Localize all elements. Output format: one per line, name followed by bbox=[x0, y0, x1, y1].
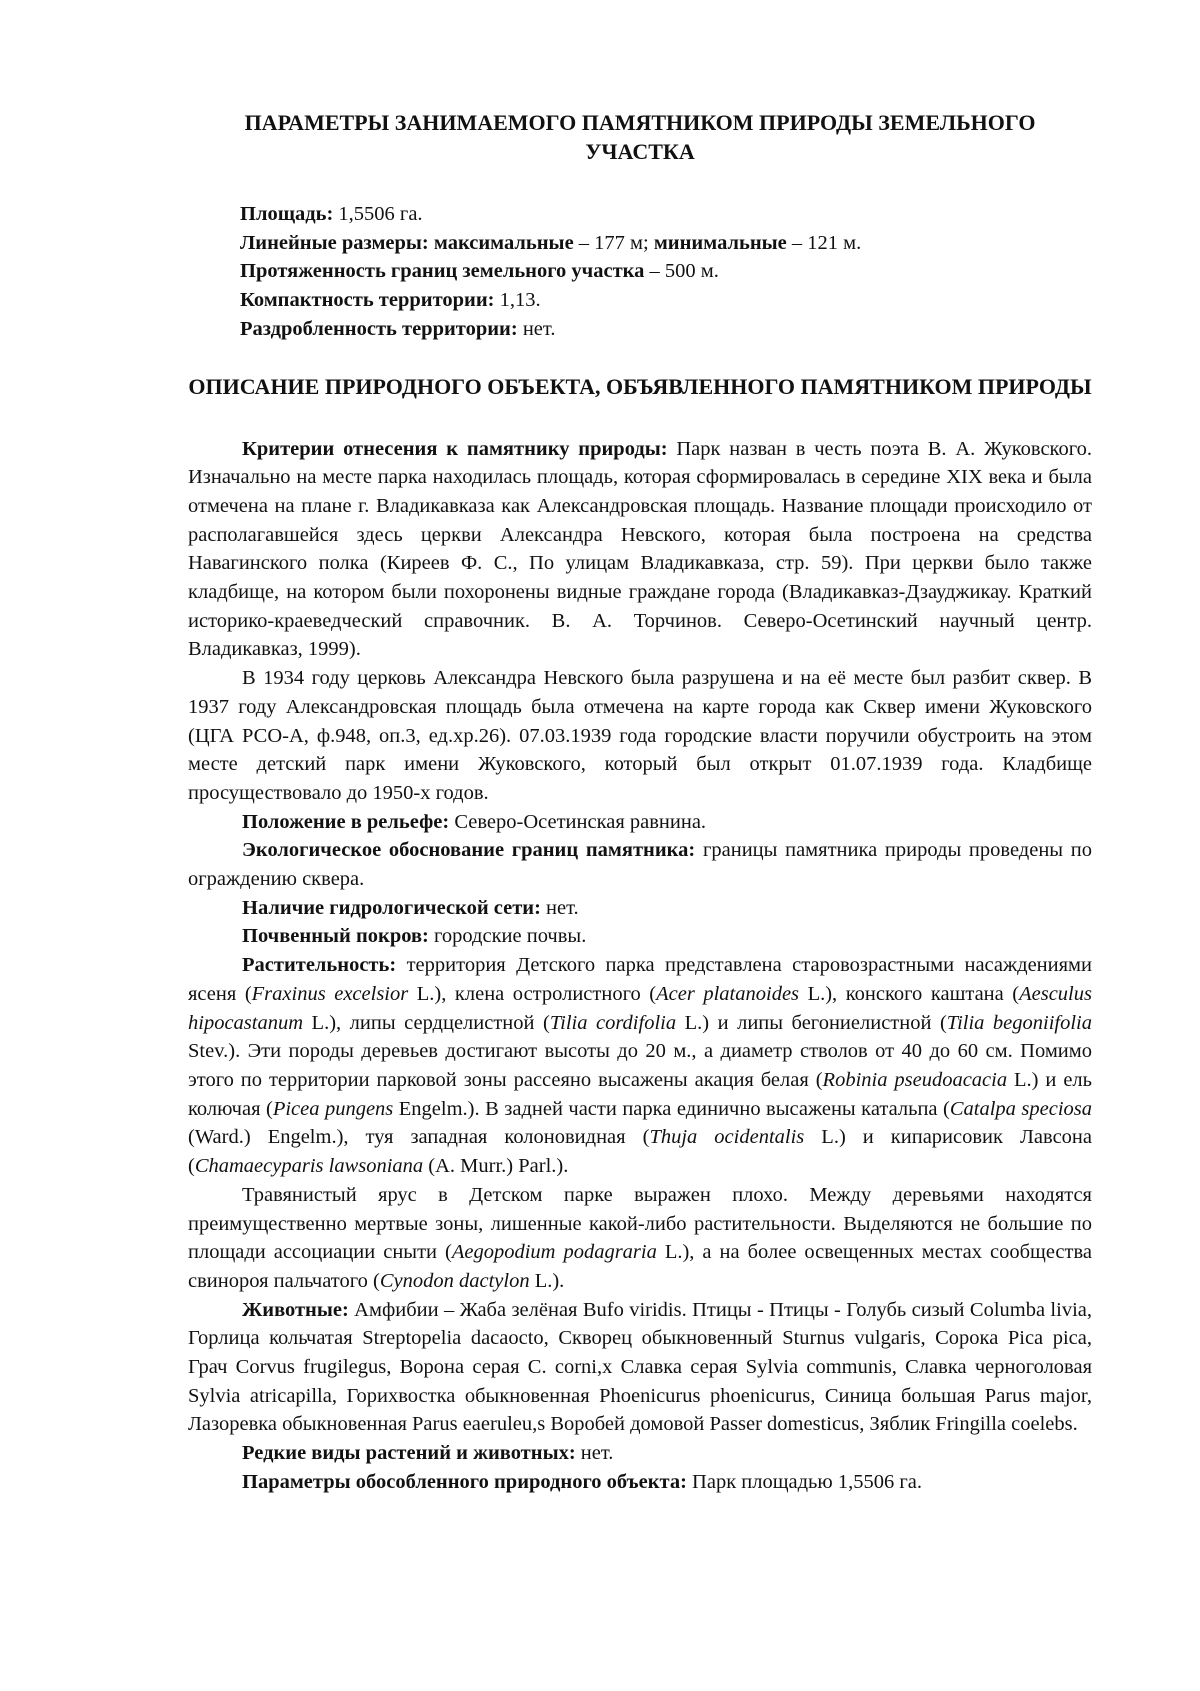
ecology-text: границы памятника природы проведены по ограждению сквера. bbox=[188, 839, 1092, 891]
vegetation-text: (A. Murr.) Parl.). bbox=[423, 1155, 569, 1178]
param-linear bbox=[188, 229, 1092, 258]
param-fragmentation-label: Раздробленность территории: bbox=[240, 317, 518, 340]
param-linear-min-label: минимальные bbox=[653, 231, 787, 254]
ecology-label: Экологическое обоснование границ памятника: bbox=[242, 839, 696, 862]
species-name: Aegopodium podagraria bbox=[451, 1241, 657, 1264]
species-name: Tilia cordifolia bbox=[549, 1011, 677, 1034]
species-name: Chamaecyparis lawsoniana bbox=[194, 1155, 424, 1178]
vegetation-text: L.) и липы бегониелистной ( bbox=[676, 1011, 947, 1034]
param-border-label: Протяженность границ земельного участка bbox=[240, 260, 645, 283]
rare-species-label: Редкие виды растений и животных: bbox=[242, 1442, 576, 1465]
relief-label: Положение в рельефе: bbox=[242, 810, 450, 833]
animals-label: Животные: bbox=[242, 1298, 349, 1321]
param-fragmentation-value: нет. bbox=[517, 317, 556, 340]
species-name: Fraxinus excelsior bbox=[251, 982, 409, 1005]
paragraph-rare-species bbox=[188, 1439, 1092, 1468]
param-compactness-value: 1,13. bbox=[494, 289, 541, 312]
param-border-value: – 500 м. bbox=[644, 260, 719, 283]
soil-text: городские почвы. bbox=[428, 925, 587, 948]
paragraph-soil bbox=[188, 922, 1092, 951]
paragraph-ecology bbox=[188, 836, 1092, 893]
species-name: Aesculus hipocastanum bbox=[188, 982, 1092, 1034]
param-compactness-label: Компактность территории: bbox=[240, 289, 495, 312]
section-title-parameters: ПАРАМЕТРЫ ЗАНИМАЕМОГО ПАМЯТНИКОМ ПРИРОДЫ ЗЕМЕЛЬНОГО УЧАСТКА bbox=[244, 110, 1036, 164]
soil-label: Почвенный покров: bbox=[242, 925, 429, 948]
description-body bbox=[188, 435, 1092, 1497]
param-fragmentation bbox=[188, 315, 1092, 344]
paragraph-grass bbox=[188, 1181, 1092, 1296]
section-title-description: ОПИСАНИЕ ПРИРОДНОГО ОБЪЕКТА, ОБЪЯВЛЕННОГО ПАМЯТНИКОМ ПРИРОДЫ bbox=[188, 373, 1092, 399]
parameters-list bbox=[188, 200, 1092, 344]
relief-text: Северо-Осетинская равнина. bbox=[449, 810, 707, 833]
paragraph-history: В 1934 году церковь Александра Невского была разрушена и на её месте был разбит сквер. В 1937 году Александровская площадь была отмечена на карте города как Сквер имени Жуковского (ЦГА РСО-А, ф.948, оп.3, ед.хр.26). 07.03.1939 года городские власти поручили обустроить на этом месте детский парк имени Жуковского, который был открыт 01.07.1939 года. Кладбище просуществовало до 1950-х годов. bbox=[188, 667, 1092, 804]
criteria-label: Критерии отнесения к памятнику природы: bbox=[242, 437, 668, 460]
param-area-label: Площадь: bbox=[240, 203, 334, 225]
criteria-text: Парк назван в честь поэта В. А. Жуковского. Изначально на месте парка находилась площадь, которая сформировалась в середине XIX века и была отмечена на плане г. Владикавказа как Александровская площадь. Название площади происходило от располагавшейся здесь церкви Александра Невского, которая была построена на средства Навагинского полка (Киреев Ф. С., По улицам Владикавказа, стр. 59). При церкви было также кладбище, на котором были похоронены видные граждане города (Владикавказ-Дзауджикау. Краткий историко-краеведческий справочник. В. А. Торчинов. Северо-Осетинский научный центр. Владикавказ, 1999). bbox=[188, 437, 1092, 661]
paragraph-vegetation bbox=[188, 951, 1092, 1181]
separate-object-text: Парк площадью 1,5506 га. bbox=[686, 1470, 922, 1493]
vegetation-text: L.) и кипарисовик Лавсона ( bbox=[188, 1126, 1092, 1178]
species-name: Acer platanoides bbox=[656, 982, 800, 1005]
animals-text: Амфибии – Жаба зелёная Bufo viridis. Птицы - Птицы - Голубь сизый Columba livia, Горлица кольчатая Streptopelia dacaocto, Скворец обыкновенный Sturnus vulgaris, Сорока Pica pica, Грач Corvus frugilegus, Ворона серая C. corni,x Славка серая Sylvia communis, Славка черноголовая Sylvia atricapilla, Горихвостка обыкновенная Phoenicurus phoenicurus, Синица большая Parus major, Лазоревка обыкновенная Parus eaeruleu,s Воробей домовой Passer domesticus, Зяблик Fringilla coelebs. bbox=[188, 1298, 1092, 1436]
param-linear-label: Линейные размеры: максимальные bbox=[240, 231, 574, 254]
vegetation-text: L.), конского каштана ( bbox=[799, 982, 1020, 1005]
paragraph-relief bbox=[188, 808, 1092, 837]
vegetation-text: L.) и ель колючая ( bbox=[188, 1068, 1093, 1120]
vegetation-text: территория Детского парка представлена старовозрастными насаждениями ясеня ( bbox=[188, 954, 1092, 1005]
param-linear-max: – 177 м; bbox=[573, 231, 654, 254]
param-compactness bbox=[188, 286, 1092, 315]
species-name: Picea pungens bbox=[272, 1097, 394, 1120]
vegetation-text: (Ward.) Engelm.), туя западная колоновидная ( bbox=[188, 1126, 650, 1149]
paragraph-separate-object bbox=[188, 1468, 1092, 1497]
param-linear-min: – 121 м. bbox=[786, 231, 862, 254]
species-name: Robinia pseudoacacia bbox=[822, 1068, 1008, 1091]
vegetation-text: Stev.). Эти породы деревьев достигают высоты до 20 м., а диаметр стволов от 40 до 60 см. Помимо этого по территории парковой зоны рассеяно высажены акация белая ( bbox=[188, 1040, 1092, 1091]
grass-text: L.). bbox=[529, 1269, 565, 1292]
param-area-value: 1,5506 га. bbox=[333, 203, 423, 225]
param-border bbox=[188, 257, 1092, 286]
hydrology-text: нет. bbox=[540, 896, 579, 919]
paragraph-criteria bbox=[188, 435, 1092, 665]
species-name: Tilia begoniifolia bbox=[946, 1011, 1092, 1034]
grass-text: Травянистый ярус в Детском парке выражен плохо. Между деревьями находятся преимущественно мертвые зоны, лишенные какой-либо растительности. Выделяются не большие по площади ассоциации сныти ( bbox=[188, 1183, 1092, 1264]
separate-object-label: Параметры обособленного природного объекта: bbox=[242, 1470, 687, 1493]
paragraph-animals bbox=[188, 1296, 1092, 1440]
vegetation-label: Растительность: bbox=[242, 954, 397, 977]
rare-species-text: нет. bbox=[575, 1442, 614, 1465]
vegetation-text: L.), клена остролистного ( bbox=[408, 982, 657, 1005]
hydrology-label: Наличие гидрологической сети: bbox=[242, 896, 541, 919]
species-name: Thuja ocidentalis bbox=[649, 1126, 805, 1149]
species-name: Cynodon dactylon bbox=[379, 1269, 530, 1292]
grass-text: L.), а на более освещенных местах сообщества свинороя пальчатого ( bbox=[188, 1241, 1092, 1292]
param-area bbox=[188, 200, 1092, 229]
species-name: Catalpa speciosa bbox=[949, 1097, 1092, 1120]
vegetation-text: Engelm.). В задней части парка единично высажены катальпа ( bbox=[393, 1097, 950, 1120]
paragraph-hydrology bbox=[188, 894, 1092, 923]
vegetation-text: L.), липы сердцелистной ( bbox=[303, 1011, 550, 1034]
